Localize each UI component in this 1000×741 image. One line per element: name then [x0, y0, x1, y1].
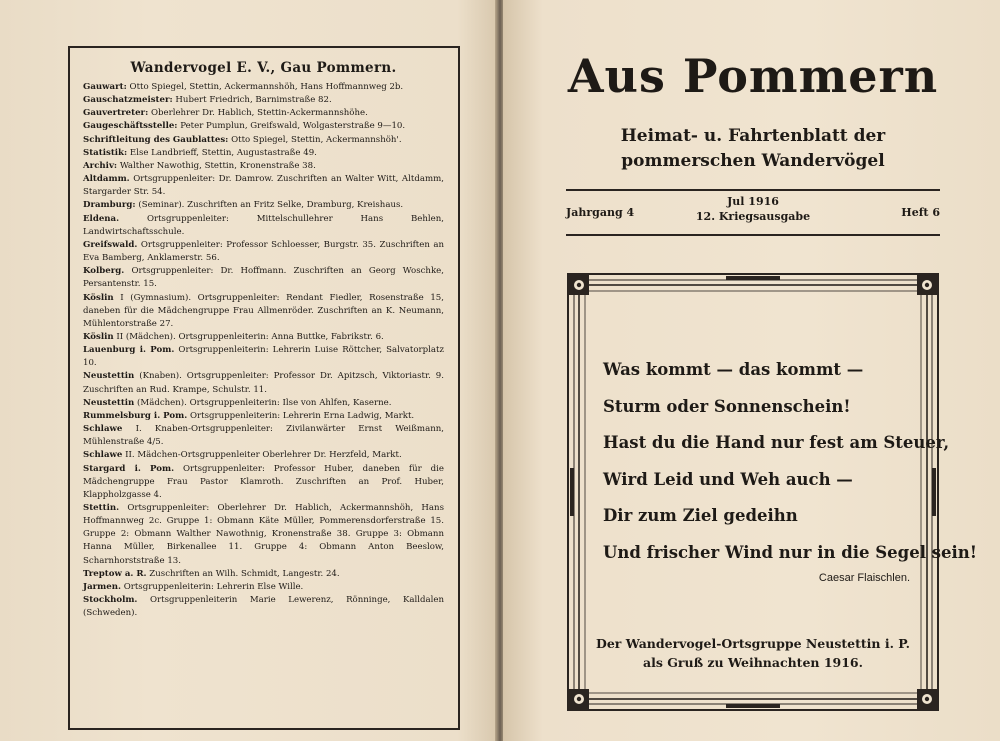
entry-text: Zuschriften an Wilh. Schmidt, Langestr. 24.	[146, 568, 340, 579]
directory-entry	[83, 502, 444, 568]
entry-label: Gaugeschäftsstelle:	[83, 121, 178, 132]
directory-entry	[83, 397, 444, 410]
entry-text: Ortsgruppenleiter: Dr. Hoffmann. Zuschriften an Georg Woschke, Persantenstr. 15.	[83, 266, 444, 290]
entry-text: Ortsgruppenleiterin Marie Lewerenz, Rönninge, Kalldalen (Schweden).	[83, 595, 444, 619]
directory-entry	[83, 581, 444, 594]
entry-text: Ortsgruppenleiter: Professor Huber, daneben für die Mädchengruppe Frau Pastor Klamroth. Zuschriften an Prof. Huber, Klappholzgasse 4.	[83, 463, 444, 500]
issue-date-block	[660, 194, 846, 224]
directory-list	[83, 81, 444, 620]
directory-entry	[83, 107, 444, 120]
directory-entry	[83, 199, 444, 212]
directory-entry	[83, 239, 444, 265]
entry-text: Ortsgruppenleiterin: Lehrerin Else Wille.	[120, 581, 304, 592]
entry-text: Ortsgruppenleiter: Professor Schloesser, Burgstr. 35. Zuschriften an Eva Bamberg, Anklamerstr. 56.	[83, 239, 444, 264]
entry-text: Ortsgruppenleiterin: Lehrerin Luise Röttcher, Salvatorplatz 10.	[83, 345, 444, 369]
entry-text: Hubert Friedrich, Barnimstraße 82.	[172, 95, 332, 106]
directory-entry	[83, 423, 444, 449]
entry-label: Jarmen.	[83, 581, 121, 592]
entry-text: Walther Nawothig, Stettin, Kronenstraße 38.	[117, 160, 316, 171]
directory-entry	[83, 370, 444, 396]
entry-text: (Knaben). Ortsgruppenleiter: Professor Dr. Apitzsch, Viktoriastr. 9. Zuschriften an Rud. Krampe, Schulstr. 11.	[83, 371, 444, 395]
directory-entry	[83, 344, 444, 370]
directory-entry	[83, 94, 444, 107]
directory-entry	[83, 463, 444, 502]
entry-text: II. Mädchen-Ortsgruppenleiter Oberlehrer Dr. Herzfeld, Markt.	[122, 450, 402, 461]
entry-label: Schlawe	[83, 424, 123, 435]
entry-label: Treptow a. R.	[83, 568, 147, 579]
directory-entry	[83, 265, 444, 291]
directory-entry	[83, 160, 444, 173]
poem-line: Hast du die Hand nur fest am Steuer,	[603, 433, 950, 452]
directory-entry	[83, 134, 444, 147]
directory-entry	[83, 449, 444, 462]
entry-text: Oberlehrer Dr. Hablich, Stettin-Ackermannshöhe.	[148, 108, 368, 119]
directory-entry	[83, 594, 444, 620]
entry-label: Schriftleitung des Gaublattes:	[83, 134, 229, 145]
entry-text: I (Gymnasium). Ortsgruppenleiter: Rendant Fiedler, Rosenstraße 15, daneben für die Mädchengruppe Frau Allmenröder. Zuschriften an K. Neumann, Mühlentorstraße 27.	[83, 292, 444, 329]
directory-entry	[83, 147, 444, 160]
directory-entry	[83, 568, 444, 581]
entry-label: Stettin.	[83, 503, 120, 513]
poem-line: Wird Leid und Weh auch —	[603, 469, 853, 489]
left-page	[0, 0, 497, 741]
poem-author: Caesar Flaischlen.	[818, 572, 910, 584]
entry-label: Lauenburg i. Pom.	[83, 345, 175, 356]
issue-edition: 12. Kriegsausgabe	[695, 210, 811, 223]
poem-line: Was kommt — das kommt —	[603, 360, 864, 379]
greeting-line-2: als Gruß zu Weihnachten 1916.	[643, 655, 863, 670]
header-rule-bottom	[566, 234, 940, 236]
entry-text: (Seminar). Zuschriften an Fritz Selke, Dramburg, Kreishaus.	[135, 200, 404, 211]
entry-label: Neustettin	[83, 397, 135, 408]
entry-text: Else Landbrieff, Stettin, Augustastraße 49.	[127, 147, 317, 158]
entry-label: Stargard i. Pom.	[83, 463, 175, 474]
entry-text: Peter Pumplun, Greifswald, Wolgasterstraße 9—10.	[177, 121, 406, 132]
masthead-subtitle	[566, 124, 940, 174]
entry-text: II (Mädchen). Ortsgruppenleiterin: Anna Buttke, Fabrikstr. 6.	[113, 331, 384, 342]
entry-label: Neustettin	[83, 371, 135, 382]
directory-entry	[83, 410, 444, 423]
entry-label: Gauvertreter:	[83, 108, 149, 119]
entry-text: Ortsgruppenleiterin: Lehrerin Erna Ladwig, Markt.	[187, 410, 415, 421]
greeting-line-1: Der Wandervogel-Ortsgruppe Neustettin i. P.	[596, 636, 910, 651]
entry-text: I. Knaben-Ortsgruppenleiter: Zivilanwärter Ernst Weißmann, Mühlenstraße 4/5.	[83, 424, 444, 448]
jahrgang-label: Jahrgang 4	[566, 206, 635, 219]
directory-box	[68, 46, 460, 730]
poem-line: Und frischer Wind nur in die Segel sein!	[603, 542, 978, 562]
entry-text: (Mädchen). Ortsgruppenleiterin: Ilse von Ahlfen, Kaserne.	[134, 397, 392, 408]
directory-entry	[83, 120, 444, 133]
entry-label: Eldena.	[83, 213, 120, 224]
entry-label: Altdamm.	[83, 174, 130, 185]
masthead-title: Aus Pommern	[567, 49, 939, 103]
entry-text: Otto Spiegel, Stettin, Ackermannshöh, Hans Hoffmannweg 2b.	[126, 82, 404, 92]
issue-date: Jul 1916	[727, 195, 779, 208]
entry-label: Statistik:	[83, 147, 128, 158]
entry-label: Stockholm.	[83, 595, 138, 606]
entry-label: Gauschatzmeister:	[83, 95, 173, 106]
entry-label: Kolberg.	[83, 266, 125, 277]
entry-text: Ortsgruppenleiter: Oberlehrer Dr. Hablich, Ackermannshöh, Hans Hoffmannweg 2c. Gruppe 1: Obmann Käte Müller, Pommerensdorferstraße 15. Gruppe 2: Obmann Walther Nawothnig, Kronenstraße 38. Gruppe 3: Obmann Hanna Müller, Birkenallee 11. Gruppe 4: Obmann Anton Beeslow, Scharnhorststraße 13.	[83, 503, 444, 566]
entry-label: Köslin	[83, 331, 114, 342]
directory-title: Wandervogel E. V., Gau Pommern.	[130, 60, 397, 76]
entry-text: Ortsgruppenleiter: Dr. Damrow. Zuschriften an Walter Witt, Altdamm, Stargarder Str. 54.	[83, 174, 444, 198]
entry-label: Archiv:	[83, 160, 118, 171]
entry-label: Gauwart:	[83, 82, 127, 92]
entry-label: Rummelsburg i. Pom.	[83, 410, 188, 421]
entry-label: Greifswald.	[83, 239, 138, 250]
header-rule-top	[566, 189, 940, 191]
subtitle-line-2: pommerschen Wandervögel	[621, 151, 885, 171]
directory-entry	[83, 81, 444, 94]
entry-label: Schlawe	[83, 450, 123, 461]
entry-text: Ortsgruppenleiter: Mittelschullehrer Hans Behlen, Landwirtschaftsschule.	[83, 213, 444, 237]
poem	[603, 352, 978, 571]
greeting	[592, 634, 914, 672]
heft-label: Heft 6	[901, 206, 940, 219]
directory-entry	[83, 331, 444, 344]
entry-text: Otto Spiegel, Stettin, Ackermannshöh'.	[228, 134, 402, 145]
subtitle-line-1: Heimat- u. Fahrtenblatt der	[620, 126, 886, 146]
poem-line: Dir zum Ziel gedeihn	[603, 506, 798, 525]
entry-label: Köslin	[83, 292, 114, 303]
entry-label: Dramburg:	[83, 200, 136, 211]
directory-entry	[83, 173, 444, 199]
directory-entry	[83, 213, 444, 239]
directory-entry	[83, 292, 444, 331]
poem-line: Sturm oder Sonnenschein!	[603, 396, 851, 416]
